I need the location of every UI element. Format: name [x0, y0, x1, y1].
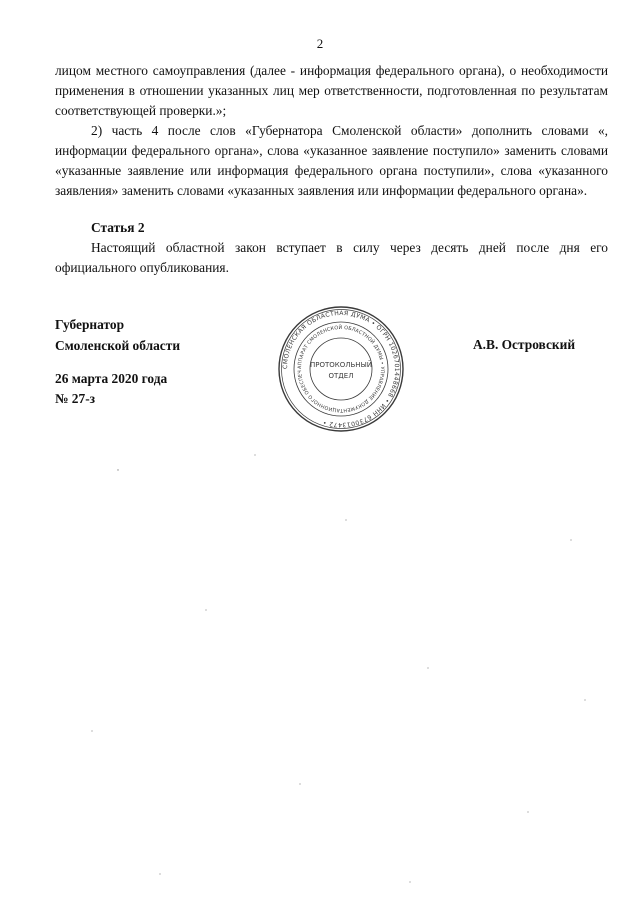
signatory-name: А.В. Островский [473, 337, 576, 352]
stamp-inner-ring-text: АППАРАТ СМОЛЕНСКОЙ ОБЛАСТНОЙ ДУМЫ • УПРАВЛЕНИЕ ДОКУМЕНТАЦИОННОГО ОБЕСПЕЧ [296, 324, 386, 414]
article-text: Настоящий областной закон вступает в силу через десять дней после дня его официального опубликования. [55, 240, 608, 275]
document-body [55, 61, 608, 278]
stamp-outer-ring-text: СМОЛЕНСКАЯ ОБЛАСТНАЯ ДУМА • ОГРН 1026701448668 • ИНН 6730013472 • [281, 309, 401, 429]
enactment-block [55, 369, 167, 409]
article-heading: Статья 2 [91, 220, 145, 235]
law-number: № 27-з [55, 391, 96, 406]
official-seal-stamp [276, 304, 406, 434]
paragraph-continuation: лицом местного самоуправления (далее - информация федерального органа), о необходимости применения в отношении указанных лиц мер ответственности, подготовленная по результатам соответствующей проверки.»; [55, 63, 608, 118]
signatory-title-line-1: Губернатор [55, 317, 125, 332]
stamp-center-line-1: ПРОТОКОЛЬНЫЙ [309, 361, 373, 369]
signatory-title-line-2: Смоленской области [55, 338, 181, 353]
signatory-title [55, 314, 180, 356]
page-number: 2 [316, 36, 324, 51]
enactment-date: 26 марта 2020 года [55, 371, 168, 386]
stamp-center-line-2: ОТДЕЛ [328, 372, 354, 380]
paragraph-amendment-part-4: 2) часть 4 после слов «Губернатора Смоленской области» дополнить словами «, информации федерального органа», слова «указанное заявление поступило» заменить словами «указанные заявление или информация федерального органа поступили», слова «указанного заявления» заменить словами «указанных заявления или информации федерального органа». [55, 123, 608, 198]
